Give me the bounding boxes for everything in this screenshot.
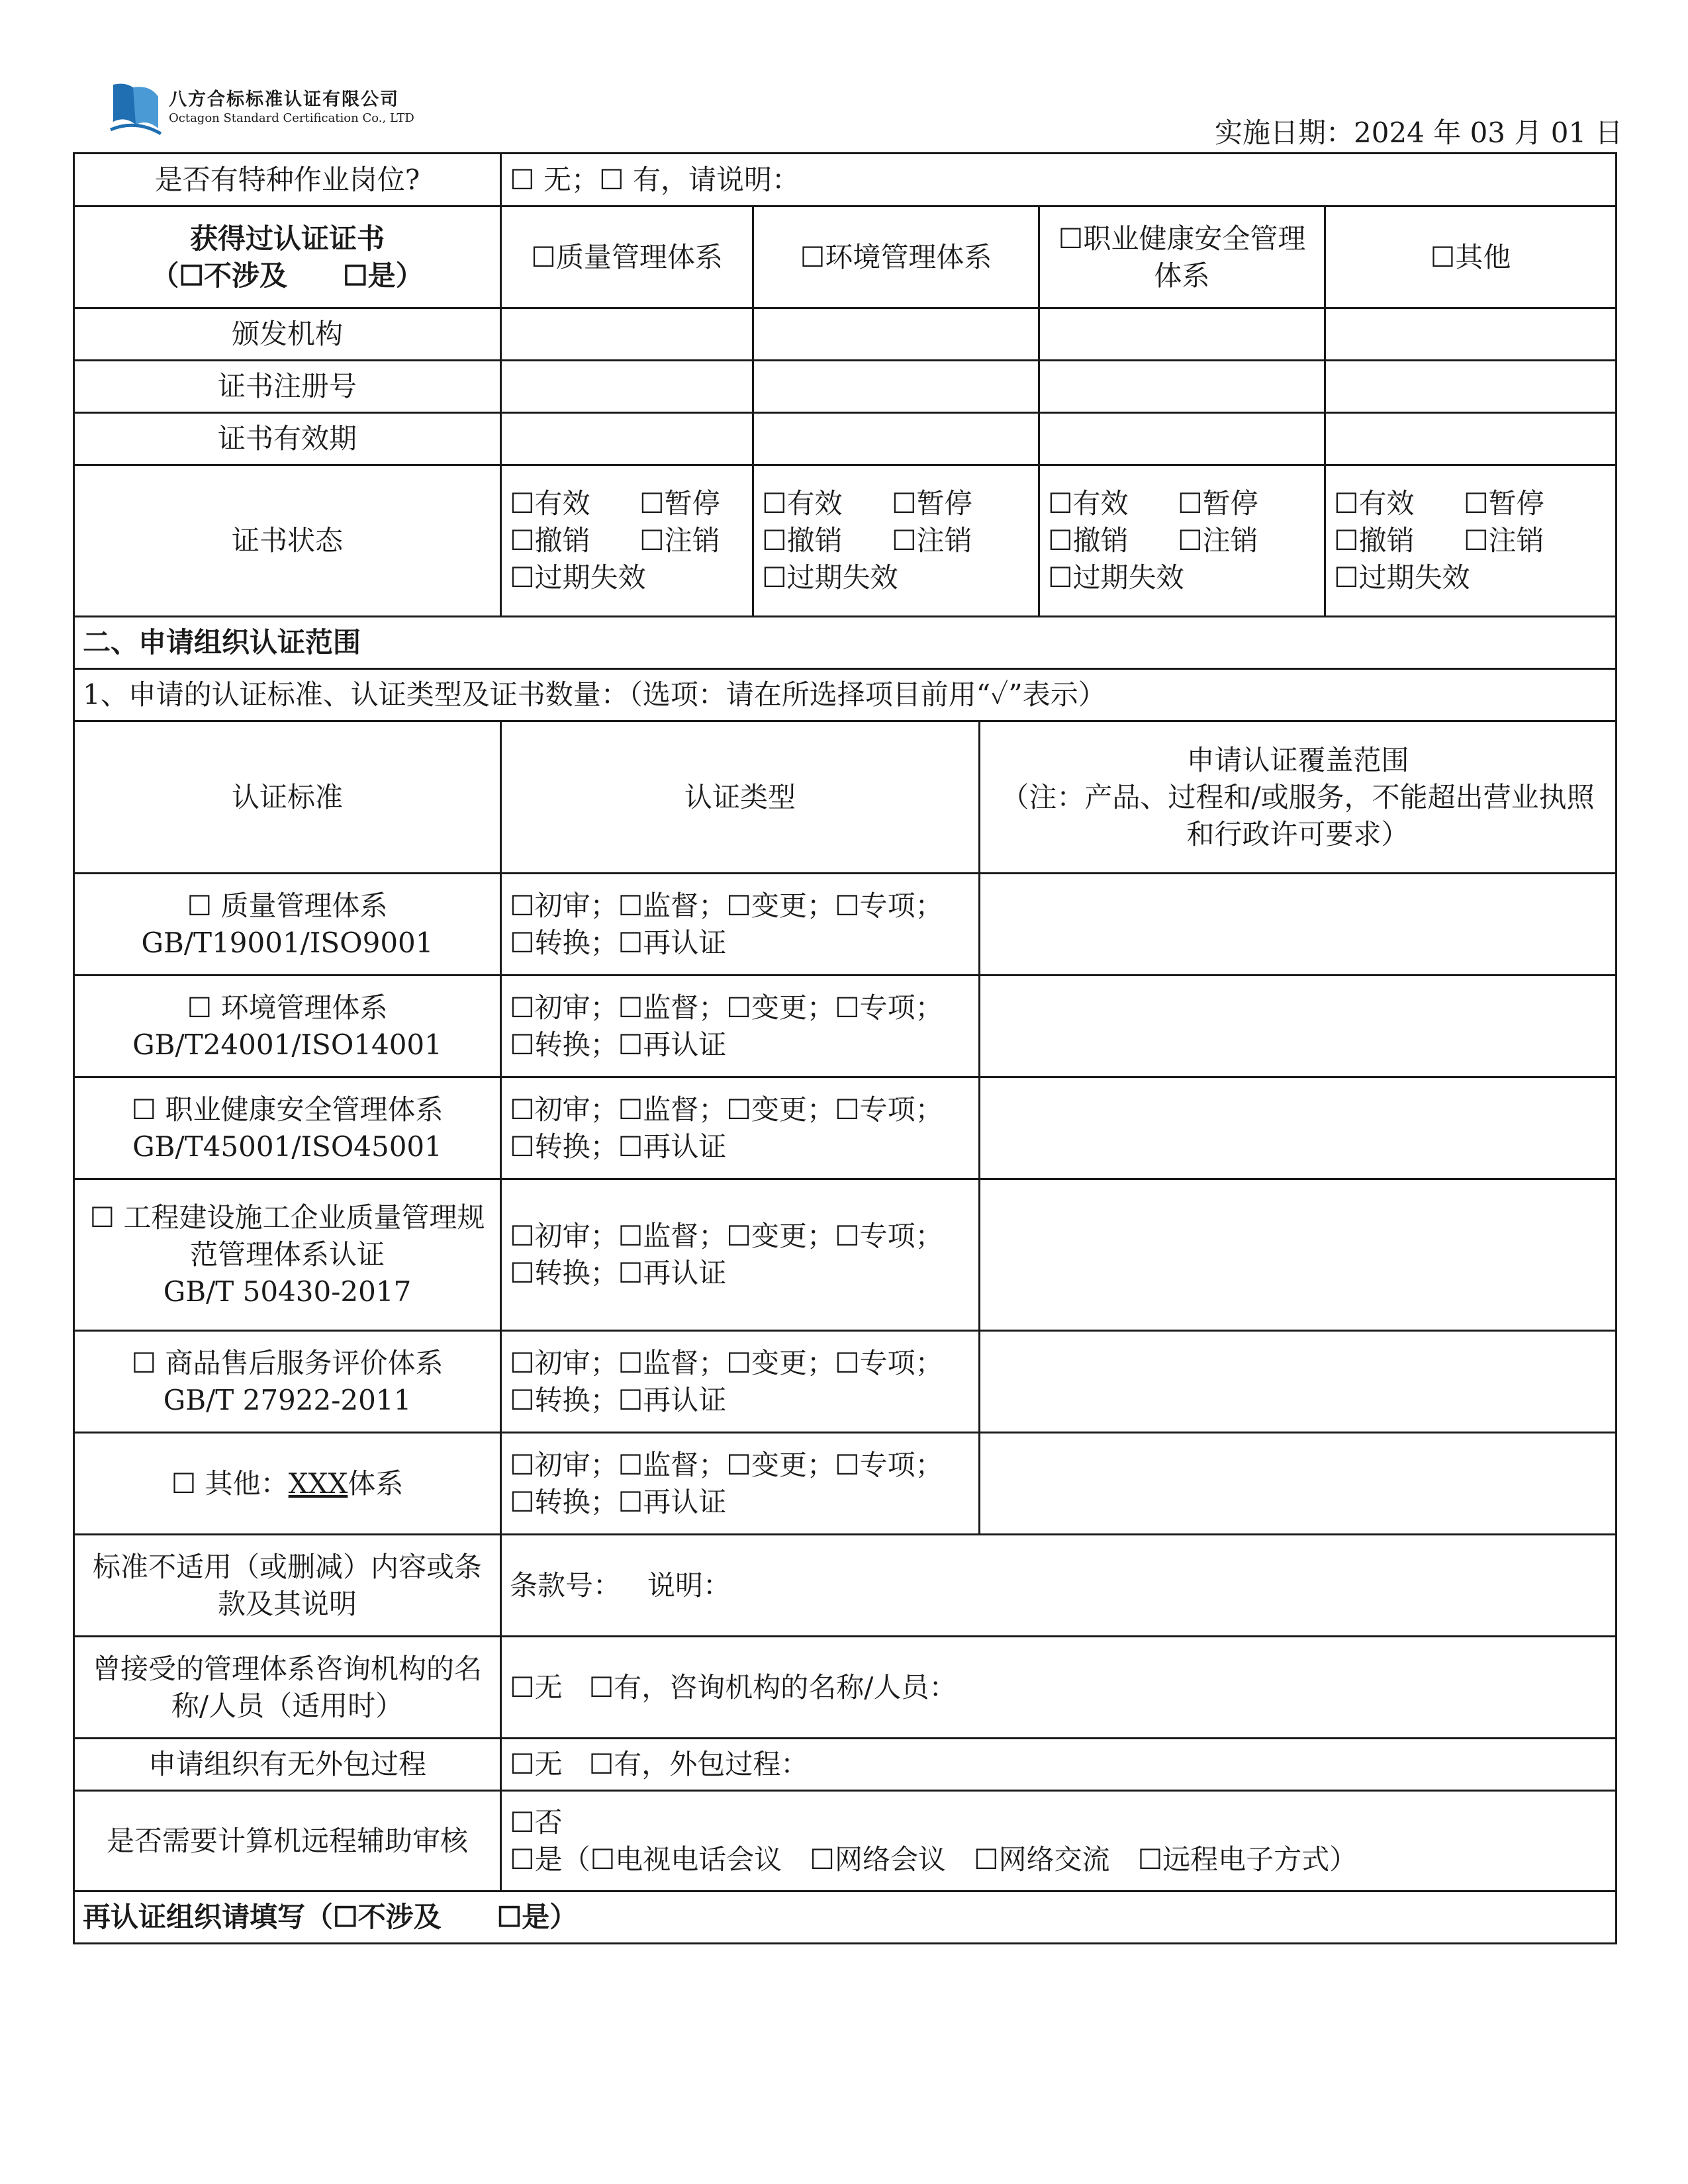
status-expired-option[interactable]: ☐过期失效: [1334, 561, 1470, 594]
reg-number-label: 证书注册号: [74, 361, 501, 413]
status-expired-option[interactable]: ☐过期失效: [510, 561, 646, 594]
standard-quality-checkbox[interactable]: ☐ 质量管理体系: [187, 889, 388, 922]
cert-type-line1[interactable]: ☐初审；☐监督；☐变更；☐专项；: [510, 1093, 943, 1126]
status-suspended-option[interactable]: ☐暂停: [892, 487, 972, 520]
cert-type-options: [501, 1179, 980, 1331]
status-suspended-option[interactable]: ☐暂停: [639, 487, 720, 520]
cert-type-line1[interactable]: ☐初审；☐监督；☐变更；☐专项；: [510, 991, 943, 1024]
recert-row: [74, 1891, 1617, 1944]
section2-item1: 1、申请的认证标准、认证类型及证书数量：（选项：请在所选择项目前用“✓”表示）: [74, 669, 1617, 721]
outsource-yes-option[interactable]: ☐有，外包过程：: [588, 1748, 809, 1780]
standard-other[interactable]: [74, 1433, 501, 1535]
standard-row: [74, 976, 1617, 1077]
status-cancelled-option[interactable]: ☐注销: [892, 524, 972, 557]
explanation-label: 说明：: [647, 1569, 731, 1602]
standard-ohs-checkbox[interactable]: ☐ 职业健康安全管理体系: [131, 1093, 444, 1126]
reg-number-quality-cell[interactable]: [501, 361, 753, 413]
company-name-en: Octagon Standard Certification Co., LTD: [169, 111, 414, 125]
standard-after-sales-code: GB/T 27922-2011: [163, 1383, 412, 1416]
validity-ohs-cell[interactable]: [1039, 413, 1325, 465]
status-cancelled-option[interactable]: ☐注销: [1464, 524, 1544, 557]
section2-title: 二、申请组织认证范围: [74, 617, 1617, 669]
obtained-certs-header-row: [74, 206, 1617, 308]
special-work-row: [74, 154, 1617, 206]
scope-header-note: （注：产品、过程和/或服务，不能超出营业执照和行政许可要求）: [1001, 780, 1595, 850]
consult-label: 曾接受的管理体系咨询机构的名称/人员（适用时）: [74, 1637, 501, 1739]
scope-cell[interactable]: [980, 874, 1617, 976]
cert-status-ohs: [1039, 465, 1325, 617]
scope-header: [980, 721, 1617, 874]
status-cancelled-option[interactable]: ☐注销: [1178, 524, 1258, 557]
standard-row: [74, 1179, 1617, 1331]
consult-no-option[interactable]: ☐无: [510, 1670, 563, 1704]
cert-type-line2[interactable]: ☐转换；☐再认证: [510, 1028, 727, 1061]
status-revoked-option[interactable]: ☐撤销: [1048, 524, 1129, 557]
cert-status-environment: [753, 465, 1039, 617]
standard-other-name: XXX: [288, 1467, 348, 1500]
validity-other-cell[interactable]: [1325, 413, 1617, 465]
excluded-input[interactable]: [501, 1535, 1617, 1637]
cert-col-other[interactable]: ☐其他: [1325, 206, 1617, 308]
standard-row: [74, 874, 1617, 976]
reg-number-environment-cell[interactable]: [753, 361, 1039, 413]
status-revoked-option[interactable]: ☐撤销: [510, 524, 590, 557]
issuer-quality-cell[interactable]: [501, 308, 753, 361]
cert-col-environment[interactable]: ☐环境管理体系: [753, 206, 1039, 308]
standard-environment-checkbox[interactable]: ☐ 环境管理体系: [187, 991, 388, 1024]
cert-type-options: [501, 874, 980, 976]
standard-row: [74, 1077, 1617, 1179]
status-valid-option[interactable]: ☐有效: [1334, 487, 1415, 520]
reg-number-ohs-cell[interactable]: [1039, 361, 1325, 413]
standard-after-sales-checkbox[interactable]: ☐ 商品售后服务评价体系: [131, 1346, 444, 1379]
scope-cell[interactable]: [980, 1433, 1617, 1535]
cert-type-options: [501, 1331, 980, 1433]
validity-label: 证书有效期: [74, 413, 501, 465]
section2-title-row: [74, 617, 1617, 669]
application-form-table: [73, 152, 1617, 1944]
standard-quality-code: GB/T19001/ISO9001: [141, 926, 434, 959]
issuer-row: [74, 308, 1617, 361]
status-revoked-option[interactable]: ☐撤销: [762, 524, 843, 557]
standard-construction-checkbox[interactable]: ☐ 工程建设施工企业质量管理规范管理体系认证: [89, 1201, 485, 1271]
standard-ohs-code: GB/T45001/ISO45001: [132, 1130, 442, 1163]
remote-yes-option[interactable]: ☐是（☐电视电话会议 ☐网络会议 ☐网络交流 ☐远程电子方式）: [510, 1843, 1358, 1876]
status-cancelled-option[interactable]: ☐注销: [639, 524, 720, 557]
standard-environment-code: GB/T24001/ISO14001: [132, 1028, 442, 1061]
obtained-certs-title-text: 获得过认证证书: [189, 222, 385, 255]
issuer-label: 颁发机构: [74, 308, 501, 361]
standard-ohs: [74, 1077, 501, 1179]
standard-header: 认证标准: [74, 721, 501, 874]
remote-audit-options: [501, 1791, 1617, 1891]
clause-number-label: 条款号：: [510, 1569, 622, 1602]
standard-other-suffix: 体系: [348, 1467, 404, 1500]
standard-other-prefix[interactable]: ☐ 其他：: [171, 1467, 289, 1500]
standard-quality: [74, 874, 501, 976]
logo-mark-icon: [109, 81, 162, 138]
scope-header-title: 申请认证覆盖范围: [1186, 743, 1409, 776]
status-suspended-option[interactable]: ☐暂停: [1178, 487, 1258, 520]
cert-type-options: [501, 1077, 980, 1179]
implementation-date: 实施日期：2024 年 03 月 01 日: [1215, 116, 1623, 149]
cert-type-line2[interactable]: ☐转换；☐再认证: [510, 926, 727, 959]
scope-cell[interactable]: [980, 1179, 1617, 1331]
cert-status-quality: [501, 465, 753, 617]
standard-construction: [74, 1179, 501, 1331]
company-name-cn: 八方合标标准认证有限公司: [169, 89, 399, 110]
special-work-label: 是否有特种作业岗位?: [74, 154, 501, 206]
remote-no-option[interactable]: ☐否: [510, 1805, 563, 1839]
validity-environment-cell[interactable]: [753, 413, 1039, 465]
excluded-label: 标准不适用（或删减）内容或条款及其说明: [74, 1535, 501, 1637]
consult-yes-option[interactable]: ☐有，咨询机构的名称/人员：: [588, 1670, 957, 1704]
status-expired-option[interactable]: ☐过期失效: [1048, 561, 1184, 594]
obtained-certs-subtitle[interactable]: （☐不涉及 ☐是）: [151, 259, 424, 292]
status-revoked-option[interactable]: ☐撤销: [1334, 524, 1415, 557]
scope-cell[interactable]: [980, 1331, 1617, 1433]
cert-type-line1[interactable]: ☐初审；☐监督；☐变更；☐专项；: [510, 1346, 943, 1379]
standard-row: [74, 1331, 1617, 1433]
standard-environment: [74, 976, 501, 1077]
consult-options: [501, 1637, 1617, 1739]
excluded-row: [74, 1535, 1617, 1637]
issuer-other-cell[interactable]: [1325, 308, 1617, 361]
cert-status-other: [1325, 465, 1617, 617]
company-logo: [109, 79, 467, 140]
cert-col-quality[interactable]: ☐质量管理体系: [501, 206, 753, 308]
cert-status-row: [74, 465, 1617, 617]
cert-type-line2[interactable]: ☐转换；☐再认证: [510, 1257, 727, 1289]
section2-item1-row: [74, 669, 1617, 721]
scope-cell[interactable]: [980, 1077, 1617, 1179]
cert-type-options: [501, 1433, 980, 1535]
outsource-no-option[interactable]: ☐无: [510, 1748, 563, 1780]
special-work-options[interactable]: ☐ 无；☐ 有，请说明：: [501, 154, 1617, 206]
outsource-label: 申请组织有无外包过程: [74, 1739, 501, 1791]
status-valid-option[interactable]: ☐有效: [762, 487, 843, 520]
reg-number-other-cell[interactable]: [1325, 361, 1617, 413]
status-valid-option[interactable]: ☐有效: [1048, 487, 1129, 520]
cert-col-ohs[interactable]: ☐职业健康安全管理体系: [1039, 206, 1325, 308]
issuer-ohs-cell[interactable]: [1039, 308, 1325, 361]
status-valid-option[interactable]: ☐有效: [510, 487, 590, 520]
cert-type-line2[interactable]: ☐转换；☐再认证: [510, 1383, 727, 1416]
cert-type-line2[interactable]: ☐转换；☐再认证: [510, 1130, 727, 1163]
cert-type-line1[interactable]: ☐初审；☐监督；☐变更；☐专项；: [510, 1220, 943, 1252]
reg-number-row: [74, 361, 1617, 413]
cert-status-label: 证书状态: [74, 465, 501, 617]
cert-type-line1[interactable]: ☐初审；☐监督；☐变更；☐专项；: [510, 889, 943, 922]
issuer-environment-cell[interactable]: [753, 308, 1039, 361]
validity-quality-cell[interactable]: [501, 413, 753, 465]
outsource-options: [501, 1739, 1617, 1791]
standard-after-sales: [74, 1331, 501, 1433]
scope-cell[interactable]: [980, 976, 1617, 1077]
remote-audit-label: 是否需要计算机远程辅助审核: [74, 1791, 501, 1891]
scope-header-row: [74, 721, 1617, 874]
outsource-row: [74, 1739, 1617, 1791]
standard-construction-code: GB/T 50430-2017: [163, 1275, 412, 1308]
cert-type-options: [501, 976, 980, 1077]
remote-audit-row: [74, 1791, 1617, 1891]
status-expired-option[interactable]: ☐过期失效: [762, 561, 898, 594]
recert-label[interactable]: 再认证组织请填写（☐不涉及 ☐是）: [74, 1891, 1617, 1944]
cert-type-line2[interactable]: ☐转换；☐再认证: [510, 1485, 727, 1518]
type-header: 认证类型: [501, 721, 980, 874]
standard-row: [74, 1433, 1617, 1535]
consult-row: [74, 1637, 1617, 1739]
validity-row: [74, 413, 1617, 465]
cert-type-line1[interactable]: ☐初审；☐监督；☐变更；☐专项；: [510, 1448, 943, 1481]
status-suspended-option[interactable]: ☐暂停: [1464, 487, 1544, 520]
obtained-certs-title: [74, 206, 501, 308]
